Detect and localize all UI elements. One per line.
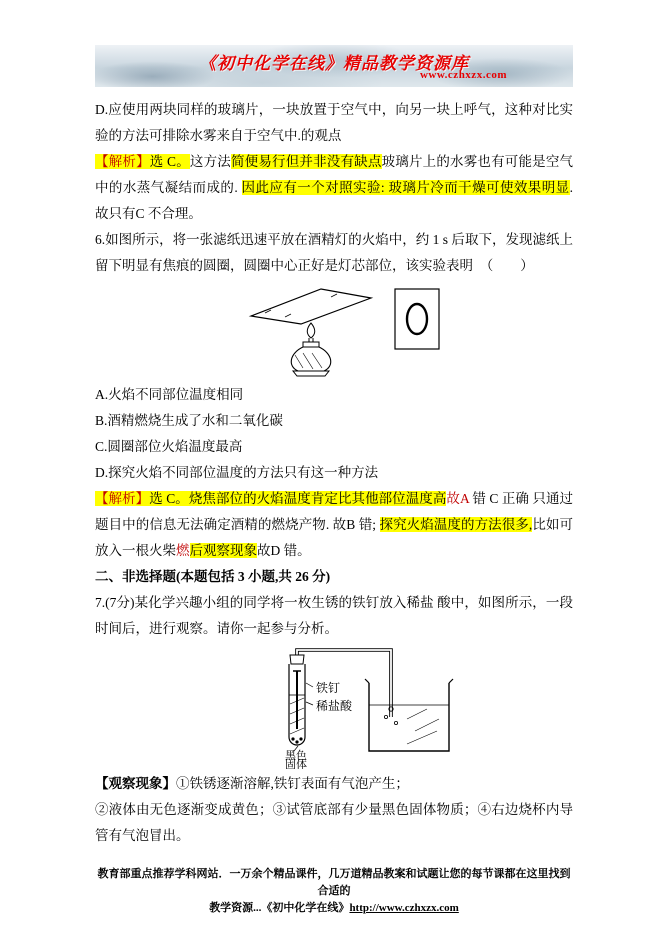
figure1-svg bbox=[245, 283, 455, 378]
black-solid-dot bbox=[299, 737, 302, 740]
label-black-solid-1: 黑色 bbox=[285, 750, 307, 762]
text-segment: 烧焦部位的火焰温度肯定比其他部位温度高 bbox=[188, 491, 447, 506]
analysis-2 bbox=[95, 486, 573, 564]
q6-option-a: A.火焰不同部位温度相同 bbox=[95, 387, 244, 402]
text-segment: 【观察现象】 bbox=[95, 776, 176, 791]
label-leader bbox=[306, 683, 313, 687]
scorch-card bbox=[395, 289, 439, 349]
water-hatch bbox=[407, 709, 427, 719]
banner-url[interactable]: www.czhxzx.com bbox=[419, 69, 507, 81]
text-segment: 因此应有一个对照实验: 玻璃片冷而干燥可使效果明显 bbox=[241, 180, 570, 195]
text-segment: 燃 bbox=[176, 543, 190, 558]
label-leader bbox=[306, 702, 313, 705]
black-solid-dot bbox=[291, 737, 294, 740]
rubber-stopper bbox=[290, 655, 304, 664]
option-d-text: D.应使用两块同样的玻璃片，一块放置于空气中，向另一块上呼气，这种对比实验的方法可排除水雾来自于空气中.的观点 bbox=[95, 102, 573, 143]
gas-bubble bbox=[384, 715, 387, 718]
section-2-heading: 二、非选择题(本题包括 3 小题,共 26 分) bbox=[95, 569, 331, 584]
beaker bbox=[369, 683, 449, 751]
page-footer bbox=[95, 866, 573, 917]
text-segment: 故A bbox=[446, 491, 469, 506]
document-body bbox=[95, 97, 573, 849]
text-segment: 选 C。 bbox=[149, 154, 190, 169]
water-hatch bbox=[407, 731, 437, 744]
q6-option-d: D.探究火焰不同部位温度的方法只有这一种方法 bbox=[95, 465, 379, 480]
text-segment: 【解析】 bbox=[95, 491, 150, 506]
beaker-spout bbox=[365, 679, 369, 683]
observation-2: ②液体由无色逐渐变成黄色；③试管底部有少量黑色固体物质；④右边烧杯内导管有气泡冒出。 bbox=[95, 802, 573, 843]
q6-option-b: B.酒精燃烧生成了水和二氧化碳 bbox=[95, 413, 283, 428]
text-segment: 探究火焰温度的方法很多, bbox=[379, 517, 533, 532]
question-6: 6.如图所示，将一张滤纸迅速平放在酒精灯的火焰中，约 1 s 后取下，发现滤纸上留下明显有焦痕的圆圈，圆圈中心正好是灯芯部位，该实验表明 （ ） bbox=[95, 232, 573, 273]
beaker-spout bbox=[449, 679, 453, 683]
label-nail: 铁钉 bbox=[316, 681, 341, 695]
analysis-1 bbox=[95, 149, 573, 227]
observation-1 bbox=[95, 771, 573, 797]
lamp-collar bbox=[303, 342, 319, 347]
footer-line2 bbox=[95, 900, 573, 917]
footer-site-url[interactable]: http://www.czhxzx.com bbox=[349, 902, 459, 914]
text-segment: 比如可放入一根火柴 bbox=[95, 517, 574, 558]
text-segment: 选 C。 bbox=[149, 491, 189, 506]
flame-icon bbox=[307, 323, 315, 338]
text-segment: 简便易行但并非没有缺点 bbox=[230, 154, 382, 169]
q6-option-c: C.圆圈部位火焰温度最高 bbox=[95, 439, 243, 454]
figure-alcohol-lamp bbox=[245, 283, 573, 378]
text-segment: 故D 错。 bbox=[257, 543, 311, 558]
black-solid-dot bbox=[295, 740, 298, 743]
text-segment: . 故只有C 不合理。 bbox=[95, 180, 573, 221]
lamp-base bbox=[293, 371, 329, 376]
text-segment: 后观察现象 bbox=[189, 543, 257, 558]
text-segment: 【解析】 bbox=[95, 154, 150, 169]
figure2-svg bbox=[277, 647, 497, 769]
question-7: 7.(7分)某化学兴趣小组的同学将一枚生锈的铁钉放入稀盐 酸中，如图所示，一段时间后，进行观察。请你一起参与分析。 bbox=[95, 595, 573, 636]
text-segment: 玻璃片上的水雾也有可能是空气中的水蒸气凝结而成的. bbox=[95, 154, 574, 195]
figure-nail-experiment bbox=[277, 647, 573, 769]
label-black-solid-2: 固体 bbox=[285, 759, 307, 769]
footer-line2-text: 教学资源...《初中化学在线》 bbox=[209, 902, 350, 914]
gas-bubble bbox=[394, 721, 397, 724]
label-acid: 稀盐酸 bbox=[316, 699, 353, 713]
footer-line1: 教育部重点推荐学科网站．一万余个精品课件，几万道精品教案和试题让您的每节课都在这里找到合适的 bbox=[97, 868, 571, 897]
water-hatch bbox=[415, 719, 439, 731]
site-banner bbox=[95, 45, 573, 87]
text-segment: 这方法 bbox=[189, 154, 231, 169]
banner-title: 《初中化学在线》精品教学资源库 bbox=[199, 54, 469, 73]
text-segment: 错 C 正确 只通过题目中的信息无法确定酒精的燃烧产物. 故B 错; bbox=[95, 491, 573, 532]
filter-paper bbox=[251, 289, 371, 324]
text-segment: ①铁锈逐渐溶解,铁钉表面有气泡产生； bbox=[176, 776, 409, 791]
